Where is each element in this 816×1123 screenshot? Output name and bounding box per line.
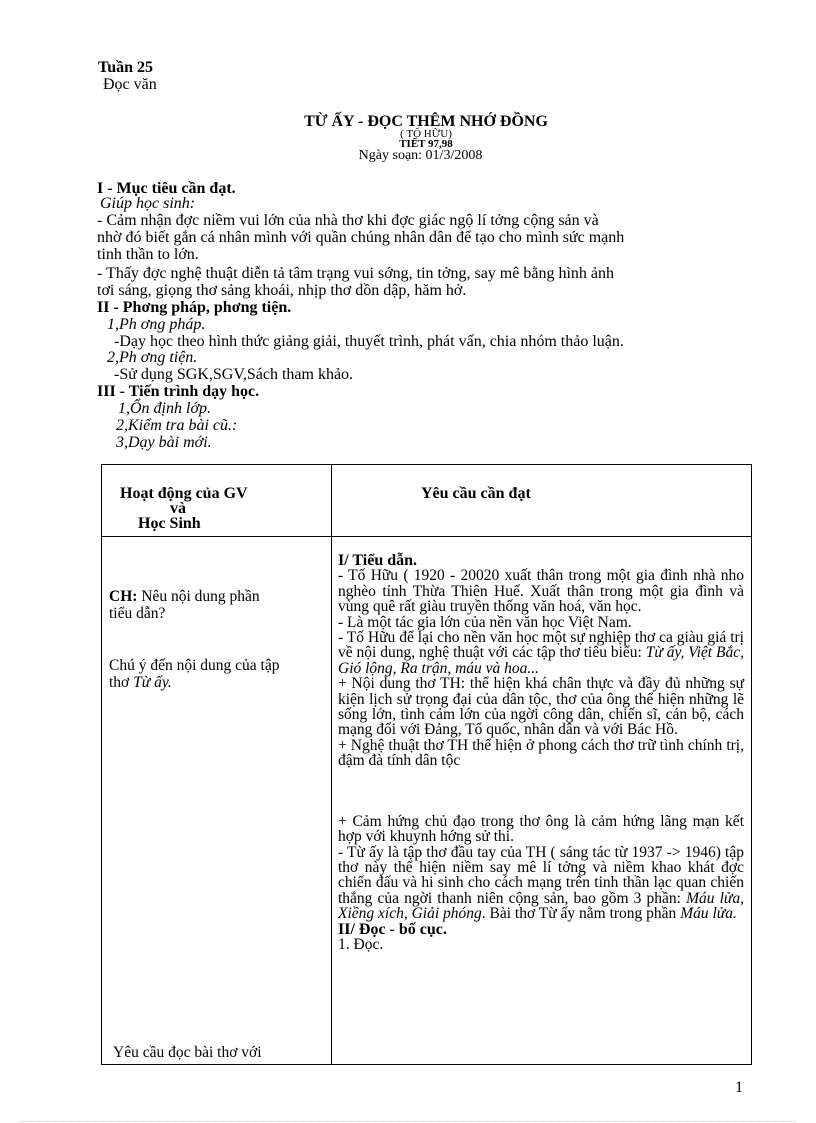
intro-p7-parts: Máu lửa, Xiềng xích, Giải phóng (338, 889, 745, 923)
page-title: TỪ ẤY - ĐỌC THÊM NHỚ ĐỒNG (304, 113, 548, 130)
section1-point2-line2: tơi sáng, giọng thơ sảng khoái, nhịp thơ dồn dập, hăm hở. (97, 282, 467, 299)
reading-heading: II/ Đọc - bố cục. (338, 920, 447, 938)
intro-p7 (338, 845, 744, 922)
intro-p7-text2: . Bài thơ Từ ấy nằm trong phần (481, 905, 681, 923)
teacher-question-1 (109, 589, 260, 605)
section2-heading: II - Phơng pháp, phơng tiện. (97, 299, 292, 316)
teacher-note-line1: Chú ý đến nội dung của tập (109, 657, 280, 674)
date-label: Ngày soạn: 01/3/2008 (358, 148, 483, 163)
intro-p5: + Nghệ thuật thơ TH thể hiện ở phong cách thơ trữ tình chính trị, đậm đà tính dân tộc (338, 736, 744, 770)
question-label: CH: (109, 588, 138, 605)
intro-p3-works: Từ ấy, Việt Bắc, Gió lộng, Ra trận, máu và hoa... (338, 644, 745, 677)
page-bottom-divider (20, 1121, 796, 1122)
author-label: ( TỐ HỮU) (400, 128, 452, 140)
reading-item-1: 1. Đọc. (338, 935, 384, 953)
method-heading: 1,Ph ơng pháp. (107, 316, 206, 333)
table-header-divider (102, 536, 751, 537)
col1-header-line3: Học Sinh (138, 515, 201, 532)
intro-p1: - Tố Hữu ( 1920 - 20020 xuất thân trong một gia đình nhà nho nghèo tỉnh Thừa Thiên Huế. Xuất thân trong một gia đình và vùng quê rất giàu truyền thống văn hoá, văn học. (338, 567, 744, 616)
section1-point1-line1: - Cảm nhận đợc niềm vui lớn của nhà thơ khi đợc giác ngộ lí tởng cộng sản và (97, 212, 599, 229)
section1-point2-line1: - Thấy đợc nghệ thuật diễn tả tâm trạng vui sớng, tin tởng, say mê bằng hình ảnh (97, 265, 614, 282)
intro-heading: I/ Tiểu dẫn. (338, 552, 418, 569)
page-number: 1 (735, 1079, 743, 1096)
question-text: Nêu nội dung phần (137, 588, 260, 605)
step-1: 1,Ổn định lớp. (118, 400, 211, 417)
requirements-cell (338, 553, 744, 952)
period-label: TIẾT 97,98 (399, 138, 453, 150)
section1-point1-line2: nhờ đó biết gắn cá nhân mình với quần chúng nhân dân để tạo cho mình sức mạnh (97, 229, 625, 246)
step-2: 2,Kiểm tra bài cũ.: (116, 417, 238, 434)
teacher-note-prefix: thơ (109, 674, 134, 691)
teacher-note-line2 (109, 675, 172, 691)
intro-p3 (338, 630, 744, 676)
week-label: Tuần 25 (98, 59, 153, 76)
col2-header: Yêu cầu cần đạt (421, 485, 531, 502)
method-text: -Dạy học theo hình thức giảng giải, thuyết trình, phát vấn, chia nhóm thảo luận. (114, 333, 624, 350)
intro-p7-text: - Từ ấy là tập thơ đầu tay của TH ( sáng tác từ 1937 -> 1946) tập thơ này thể hiện niềm say mê lí tởng và niềm khao khát đợc chiến đấu và hi sinh cho cách mạng trên tinh thần lạc quan chiến thắng của ngời thanh niên cộng sản, bao gồm 3 phần: (338, 843, 744, 907)
intro-p7-part: Máu lửa. (680, 905, 737, 923)
subject-label: Đọc văn (103, 76, 157, 93)
step-3: 3,Dạy bài mới. (116, 434, 212, 451)
section1-intro: Giúp học sinh: (100, 195, 196, 212)
table-column-divider (331, 465, 332, 1064)
col1-header-line2: và (170, 500, 186, 517)
means-text: -Sử dụng SGK,SGV,Sách tham khảo. (114, 366, 354, 383)
teacher-note-title: Từ ấy. (133, 674, 172, 691)
intro-p4: + Nội dung thơ TH: thể hiện khá chân thực và đầy đủ những sự kiện lịch sử trọng đại của dân tộc, thơ của ông thể hiện những lẽ sống lớn, tình cảm lớn của ngời công dân, chiến sĩ, cán bộ, cách mạng đối với Đảng, Tổ quốc, nhân dân và với Bác Hồ. (338, 675, 744, 739)
section3-heading: III - Tiến trình dạy học. (97, 383, 260, 400)
col1-header-line1: Hoạt động của GV (120, 485, 248, 502)
teacher-reading-instruction: Yêu cầu đọc bài thơ với (113, 1044, 262, 1061)
section1-point1-line3: tinh thần to lớn. (97, 246, 199, 263)
lesson-table (101, 464, 752, 1065)
section1-heading: I - Mục tiêu cần đạt. (97, 180, 236, 197)
intro-p2: - Là một tác gia lớn của nền văn học Việt Nam. (338, 613, 632, 631)
intro-p6: + Cảm hứng chủ đạo trong thơ ông là cảm hứng lãng mạn kết hợp với khuynh hớng sử thi. (338, 812, 744, 846)
means-heading: 2,Ph ơng tiện. (107, 349, 198, 366)
intro-p3-text: - Tố Hữu để lại cho nền văn học một sự nghiệp thơ ca giàu giá trị về nội dung, nghệ thuật với các tập thơ tiêu biểu: (338, 629, 744, 662)
teacher-question-1-line2: tiểu dẫn? (109, 605, 166, 622)
